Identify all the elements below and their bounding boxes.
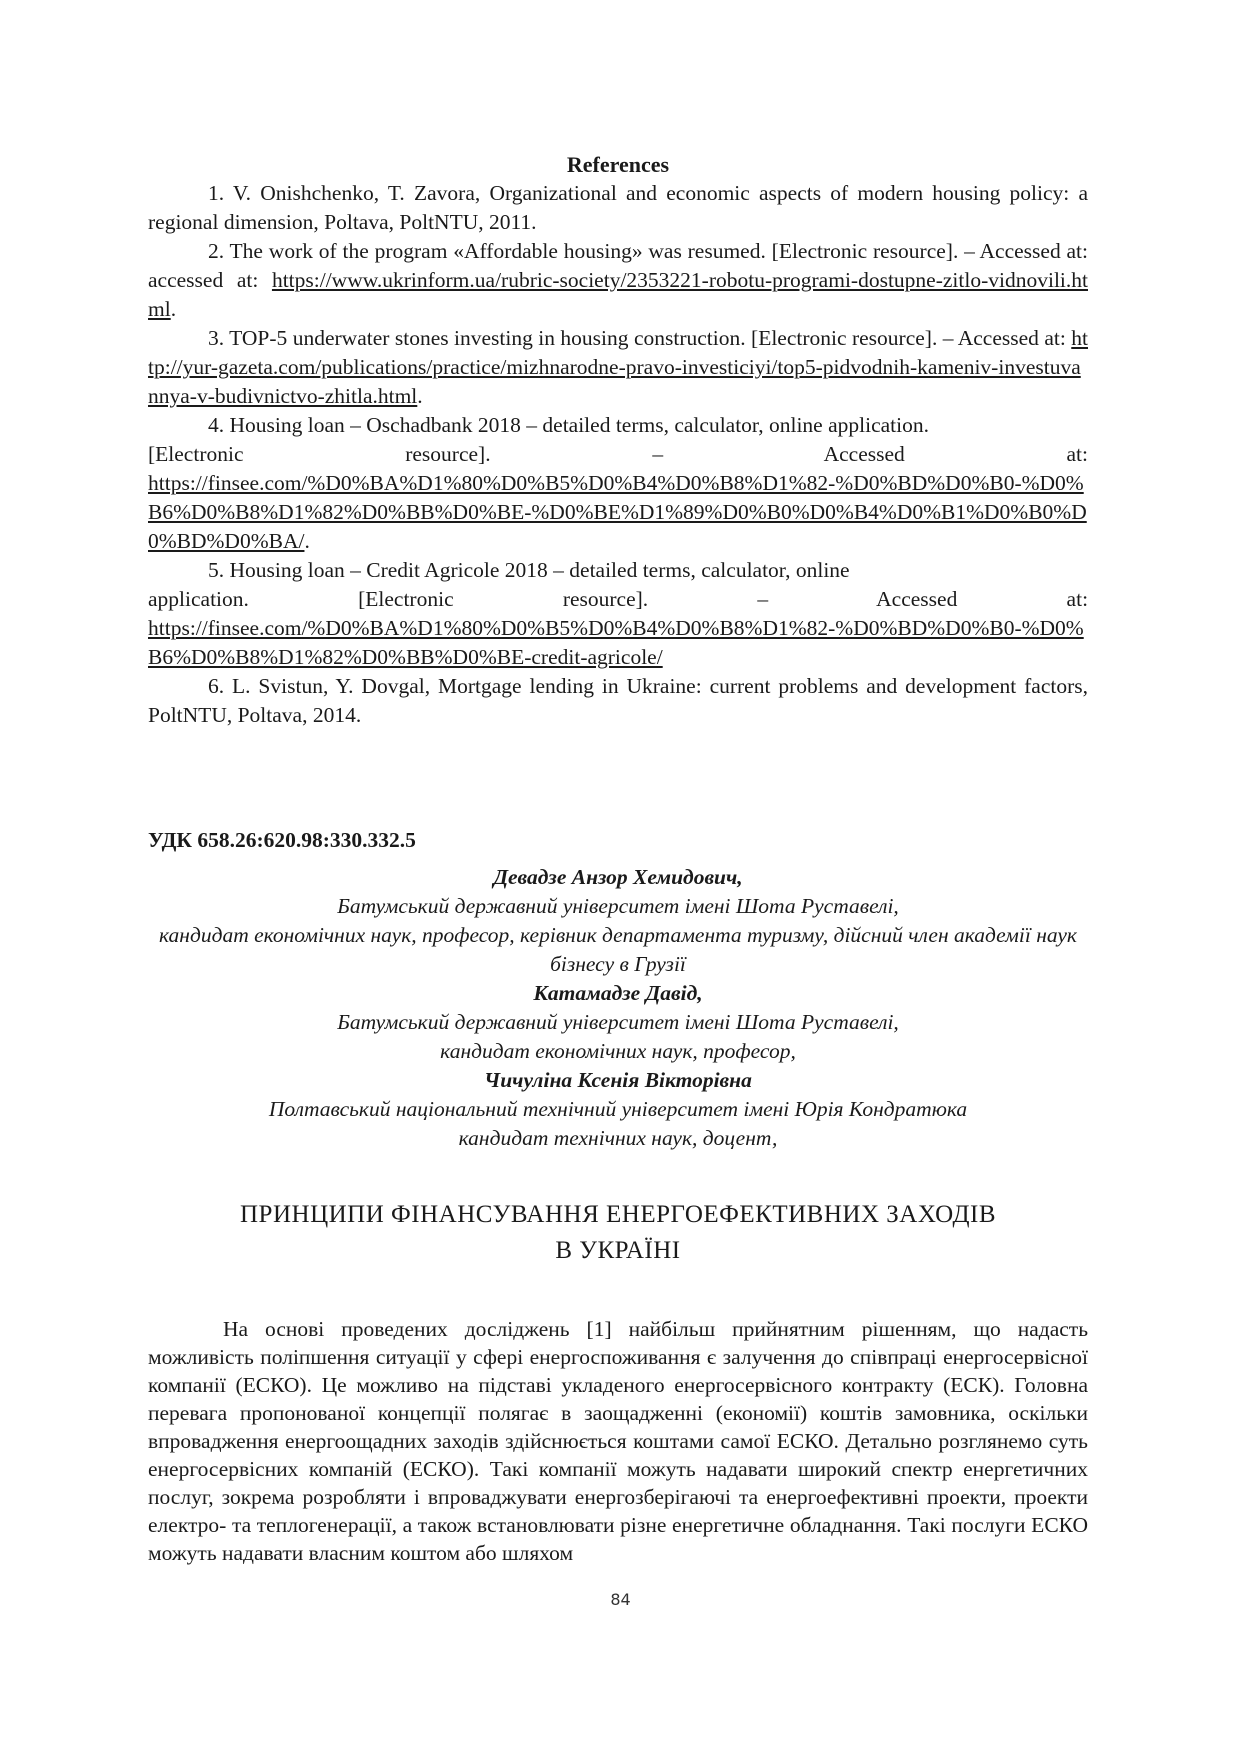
reference-item-line: [148, 585, 1088, 614]
reference-word: –: [652, 442, 664, 466]
author-name: Девадзе Анзор Хемидович,: [493, 865, 743, 889]
author-affiliation: кандидат технічних наук, доцент,: [458, 1126, 778, 1150]
page-content: [148, 150, 1088, 1567]
reference-word: Accessed: [876, 587, 958, 611]
author-affiliation: Батумський державний університет імені Шота Руставелі,: [337, 1010, 899, 1034]
reference-item: [148, 237, 1088, 324]
author-name: Чичуліна Ксенія Вікторівна: [484, 1068, 752, 1092]
author-name: Катамадзе Давід,: [533, 981, 703, 1005]
reference-word: resource].: [562, 587, 649, 611]
reference-word: at:: [1066, 442, 1088, 466]
reference-word: Accessed: [823, 442, 905, 466]
reference-word: [Electronic: [358, 587, 454, 611]
reference-link[interactable]: https://finsee.com/%D0%BA%D1%80%D0%B5%D0%B4%D0%B8%D1%82-%D0%BD%D0%B0-%D0%B6%D0%B8%D1%82%D0%BB%D0%BE-credit-agricole/: [148, 616, 1084, 669]
reference-link[interactable]: http://yur-gazeta.com/publications/practice/mizhnarodne-pravo-investiciyi/top5-pidvodnih-kameniv-investuvannya-v-budivnictvo-zhitla.html: [148, 326, 1088, 408]
reference-link[interactable]: https://www.ukrinform.ua/rubric-society/2353221-robotu-programi-dostupne-zitlo-vidnovili.html: [148, 268, 1088, 321]
author-affiliation: Батумський державний університет імені Шота Руставелі,: [337, 894, 899, 918]
article-title: [148, 1197, 1088, 1269]
reference-word: resource].: [405, 442, 491, 466]
reference-text: 2. The work of the program «Affordable housing» was resumed. [Electronic resource]. – Accessed at: accessed at:: [148, 239, 1088, 292]
author-affiliation: Полтавський національний технічний університет імені Юрія Кондратюка: [268, 1097, 968, 1121]
reference-item: [148, 324, 1088, 411]
reference-word: –: [757, 587, 769, 611]
body-paragraph: На основі проведених досліджень [1] найбільш прийнятним рішенням, що надасть можливість поліпшення ситуації у сфері енергоспоживання є залучення до співпраці енергосервісної компанії (ЕСКО). Це можливо на підставі укладеного енергосервісного контракту (ЕСК). Головна перевага пропонованої концепції полягає в заощадженні (економії) коштів замовника, оскільки впровадження енергоощадних заходів здійснюється коштами самої ЕСКО. Детально розглянемо суть енергосервісних компаній (ЕСКО). Такі компанії можуть надавати широкий спектр енергетичних послуг, зокрема розробляти і впроваджувати енергозберігаючі та енергоефективні проекти, проекти електро- та теплогенерації, а також встановлювати різне енергетичне обладнання. Такі послуги ЕСКО можуть надавати власним коштом або шляхом: [148, 1317, 1088, 1565]
reference-item-url: [148, 614, 1088, 672]
reference-item-url: [148, 469, 1088, 556]
author-affiliation: кандидат економічних наук, професор,: [440, 1039, 796, 1063]
reference-item: 1. V. Onishchenko, T. Zavora, Organizational and economic aspects of modern housing policy: a regional dimension, Poltava, PoltNTU, 2011.: [148, 181, 1088, 234]
reference-word: [Electronic: [148, 442, 244, 466]
reference-tail: .: [417, 384, 423, 408]
references-heading: References: [566, 152, 670, 177]
reference-word: at:: [1066, 587, 1089, 611]
reference-item: 6. L. Svistun, Y. Dovgal, Mortgage lending in Ukraine: current problems and development factors, PoltNTU, Poltava, 2014.: [148, 674, 1088, 727]
reference-item: 4. Housing loan – Oschadbank 2018 – detailed terms, calculator, online application.: [208, 413, 929, 437]
article-title-line: ПРИНЦИПИ ФІНАНСУВАННЯ ЕНЕРГОЕФЕКТИВНИХ ЗАХОДІВ: [240, 1201, 996, 1228]
udk-code: УДК 658.26:620.98:330.332.5: [148, 828, 416, 852]
reference-text: 3. TOP-5 underwater stones investing in housing construction. [Electronic resource]. – Accessed at:: [208, 326, 1072, 350]
reference-link[interactable]: https://finsee.com/%D0%BA%D1%80%D0%B5%D0%B4%D0%B8%D1%82-%D0%BD%D0%B0-%D0%B6%D0%B8%D1%82%D0%BB%D0%BE-%D0%BE%D1%89%D0%B0%D0%B4%D0%B1%D0%B0%D0%BD%D0%BA/: [148, 471, 1087, 553]
article-title-line: В УКРАЇНІ: [555, 1237, 681, 1264]
reference-item-line: [148, 440, 1088, 469]
reference-word: application.: [148, 587, 249, 611]
page-number: 84: [610, 1590, 631, 1609]
reference-tail: .: [170, 297, 177, 321]
author-affiliation: кандидат економічних наук, професор, керівник департамента туризму, дійсний член академії наук бізнесу в Грузії: [159, 923, 1077, 976]
reference-tail: .: [304, 529, 310, 553]
reference-item: 5. Housing loan – Credit Agricole 2018 – detailed terms, calculator, online: [208, 558, 850, 582]
